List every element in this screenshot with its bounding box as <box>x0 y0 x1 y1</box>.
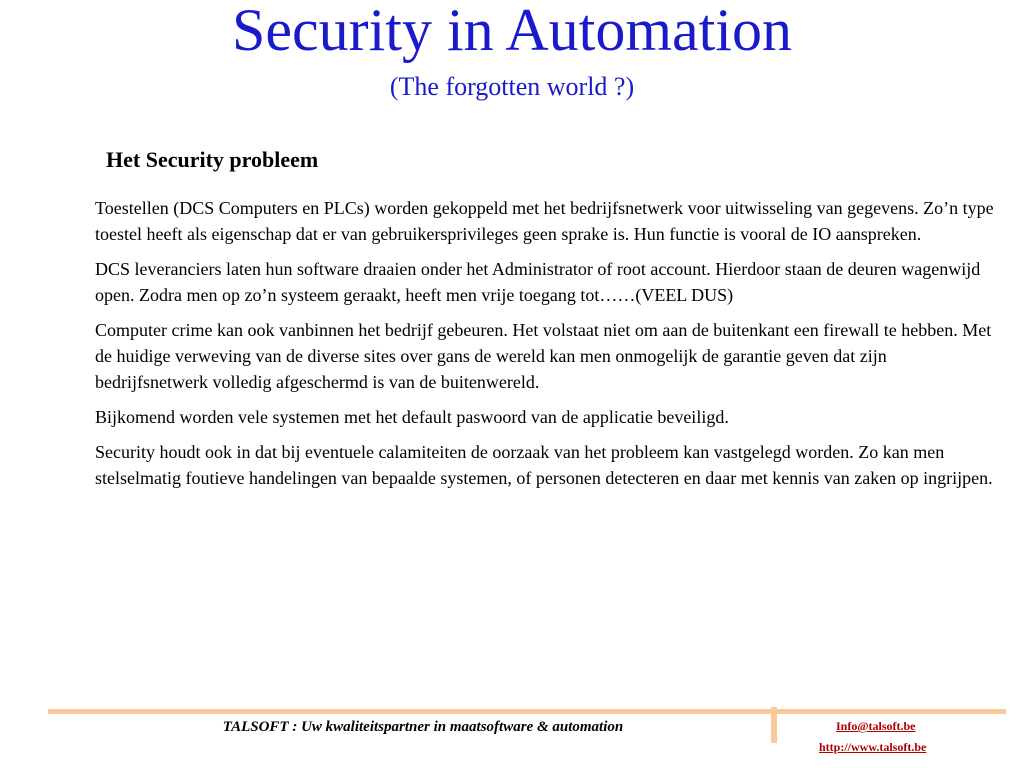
slide-subtitle: (The forgotten world ?) <box>389 72 635 101</box>
paragraph-devices: Toestellen (DCS Computers en PLCs) worden gekoppeld met het bedrijfsnetwerk voor uitwisseling van gegevens. Zo’n type toestel heeft als eigenschap dat er van gebruikersprivileges geen sprake is. Hun functie is vooral de IO aanspreken. <box>95 198 994 244</box>
footer-divider <box>48 709 1006 714</box>
body-text <box>95 195 995 500</box>
footer-website-link[interactable]: http://www.talsoft.be <box>819 740 927 754</box>
footer-email-link[interactable]: Info@talsoft.be <box>836 719 916 733</box>
paragraph-computer-crime: Computer crime kan ook vanbinnen het bedrijf gebeuren. Het volstaat niet om aan de buitenkant een firewall te hebben. Met de huidige verweving van de diverse sites over gans de wereld kan men onmogelijk de garantie geven dat zijn bedrijfsnetwerk volledig afgeschermd is van de buitenwereld. <box>95 320 992 392</box>
paragraph-dcs-vendors: DCS leveranciers laten hun software draaien onder het Administrator of root account. Hierdoor staan de deuren wagenwijd open. Zodra men op zo’n systeem geraakt, heeft men vrije toegang tot……(VEEL DUS) <box>95 259 981 305</box>
slide-title: Security in Automation <box>232 0 792 63</box>
paragraph-calamities: Security houdt ook in dat bij eventuele calamiteiten de oorzaak van het probleem kan vastgelegd worden. Zo kan men stelselmatig foutieve handelingen van bepaalde systemen, of personen detecteren en daar met kennis van zaken op ingrijpen. <box>95 442 993 488</box>
section-heading: Het Security probleem <box>106 147 319 172</box>
paragraph-default-password: Bijkomend worden vele systemen met het default paswoord van de applicatie beveiligd. <box>95 407 729 427</box>
footer-tagline: TALSOFT : Uw kwaliteitspartner in maatsoftware & automation <box>222 719 624 735</box>
